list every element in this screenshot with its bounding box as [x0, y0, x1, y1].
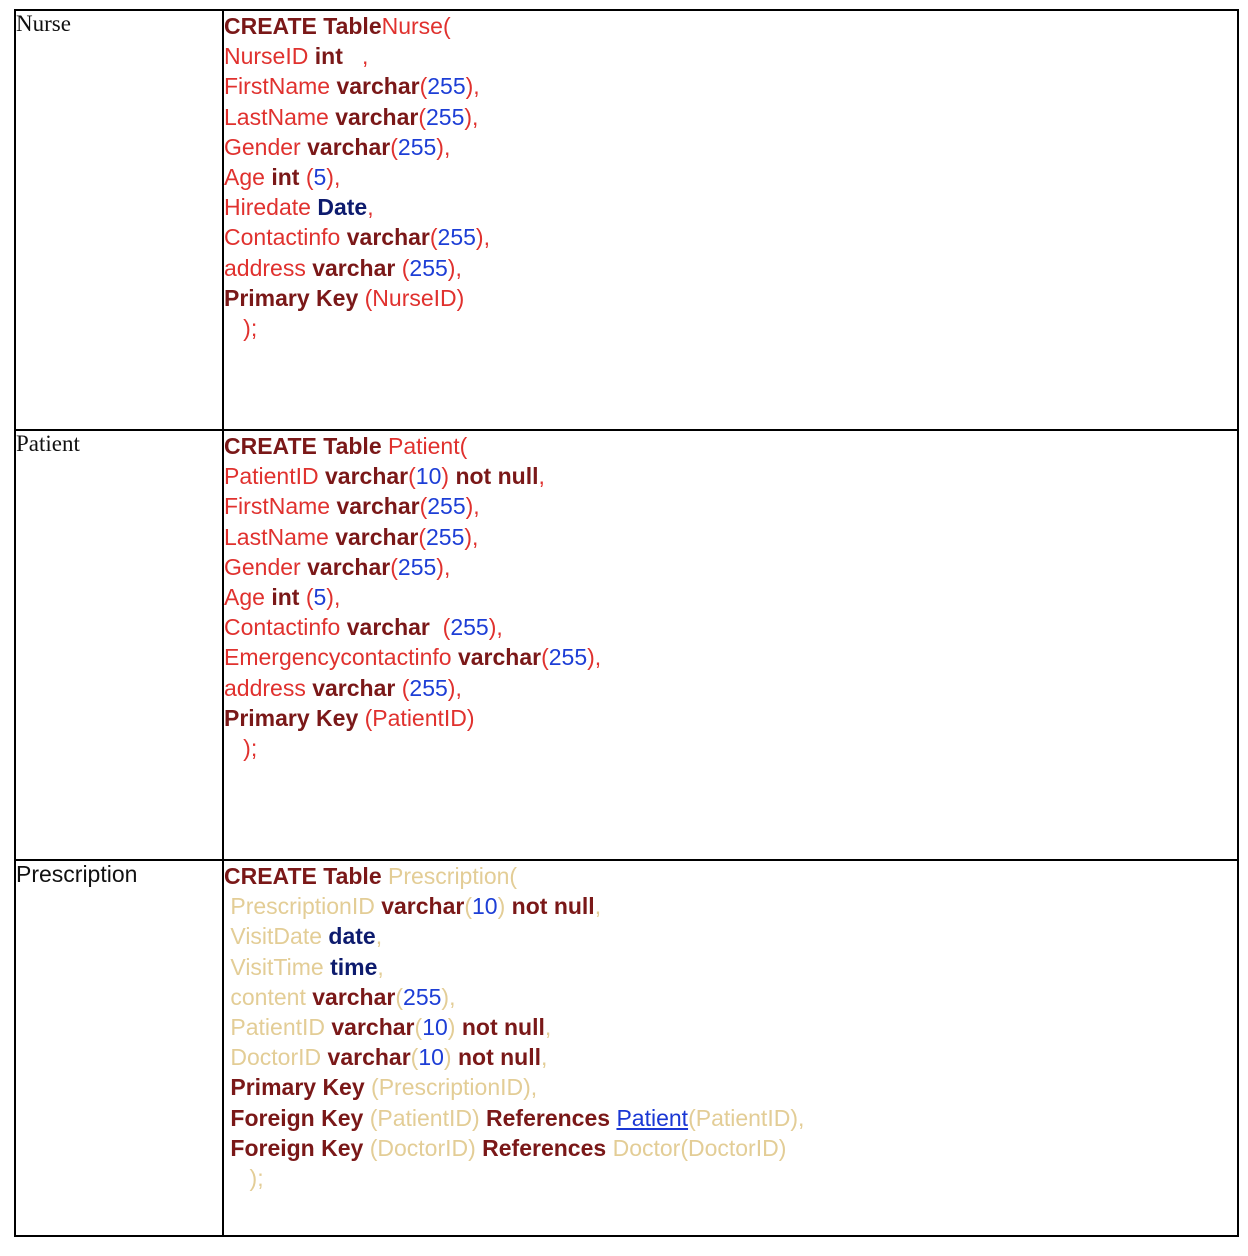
sql-token: 10	[418, 1044, 444, 1071]
sql-code-block	[224, 861, 1237, 1193]
sql-token: 255	[397, 133, 437, 160]
sql-token: 255	[426, 523, 465, 550]
sql-code-block	[224, 431, 1237, 763]
sql-token: Nurse(	[381, 13, 451, 39]
sql-token: 255	[409, 674, 448, 701]
sql-line	[224, 921, 1237, 951]
sql-token: varchar	[312, 983, 396, 1010]
sql-token: (PrescriptionID),	[364, 1074, 538, 1101]
sql-token: 255	[426, 103, 465, 130]
sql-token: time	[330, 953, 378, 980]
sql-token: (	[299, 163, 314, 190]
sql-token: ,	[377, 953, 384, 980]
sql-token: int	[314, 43, 343, 70]
sql-token: ,	[538, 463, 545, 490]
sql-token: ,	[544, 1013, 552, 1040]
sql-line	[224, 1072, 1237, 1102]
sql-line	[224, 192, 1237, 222]
sql-line	[224, 1103, 1237, 1133]
sql-token: (	[418, 103, 427, 130]
sql-token: not null	[457, 1044, 542, 1071]
sql-token: ,	[342, 43, 369, 70]
sql-line	[224, 313, 1237, 343]
sql-token: Gender	[224, 553, 308, 580]
sql-token: );	[224, 314, 258, 341]
sql-token: 10	[422, 1013, 448, 1040]
sql-token: ),	[587, 644, 602, 671]
sql-token: varchar	[457, 644, 542, 671]
sql-token: FirstName	[224, 493, 337, 520]
sql-token: LastName	[224, 523, 336, 550]
sql-token: Contactinfo	[224, 614, 347, 641]
sql-token: varchar	[346, 224, 430, 251]
sql-token: varchar	[336, 73, 420, 100]
sql-token: varchar	[307, 133, 391, 160]
sql-line	[224, 582, 1237, 612]
sql-code-cell	[223, 860, 1238, 1236]
sql-token: (	[299, 583, 314, 610]
sql-token: 255	[427, 493, 466, 520]
sql-line	[224, 71, 1237, 101]
sql-token: (PatientID),	[688, 1104, 805, 1131]
sql-line	[224, 861, 1237, 891]
sql-token: (DoctorID)	[363, 1134, 483, 1161]
sql-line	[224, 431, 1237, 461]
schema-table	[14, 9, 1239, 1237]
sql-token: Age	[224, 163, 272, 190]
sql-token: Doctor(DoctorID)	[606, 1134, 787, 1161]
sql-token: int	[271, 583, 300, 610]
sql-token: Foreign Key	[230, 1104, 364, 1131]
sql-token: ,	[375, 923, 383, 950]
sql-token: 10	[472, 893, 498, 920]
sql-token: varchar	[346, 614, 430, 641]
table-name-cell	[15, 860, 223, 1236]
sql-token: LastName	[224, 103, 336, 130]
sql-token: (	[541, 644, 549, 671]
sql-line	[224, 1163, 1237, 1193]
sql-token: varchar	[312, 254, 396, 281]
sql-token: 255	[403, 983, 442, 1010]
sql-token: varchar	[335, 103, 419, 130]
sql-token: Emergencycontactinfo	[224, 644, 458, 671]
sql-line	[224, 1012, 1237, 1042]
sql-token: Patient(	[381, 433, 468, 459]
sql-token: not null	[511, 893, 595, 920]
sql-token: ),	[436, 133, 451, 160]
sql-token: ),	[475, 224, 490, 251]
sql-line	[224, 283, 1237, 313]
sql-token: ),	[464, 103, 479, 130]
sql-token: (	[390, 553, 398, 580]
sql-token: (	[464, 893, 473, 920]
table-name-cell	[15, 430, 223, 860]
table-row-patient	[15, 430, 1238, 860]
sql-token: )	[441, 463, 456, 490]
sql-token: 5	[313, 583, 327, 610]
sql-token: Foreign Key	[230, 1134, 364, 1161]
sql-token: CREATE Table	[224, 863, 382, 889]
sql-token: Age	[224, 583, 272, 610]
sql-token: (	[419, 73, 428, 100]
sql-token: varchar	[331, 1013, 415, 1040]
sql-token: (	[418, 523, 427, 550]
sql-token: (	[419, 493, 428, 520]
sql-token: 255	[427, 73, 466, 100]
sql-line	[224, 703, 1237, 733]
sql-line	[224, 673, 1237, 703]
sql-token: CREATE Table	[224, 433, 382, 459]
sql-line	[224, 982, 1237, 1012]
sql-line	[224, 41, 1237, 71]
sql-token: (	[429, 224, 438, 251]
sql-token: References	[486, 1104, 611, 1131]
sql-token: ,	[541, 1044, 548, 1071]
sql-token: ),	[464, 523, 479, 550]
sql-token: 255	[397, 553, 437, 580]
sql-token: (	[410, 1044, 419, 1071]
sql-token: PrescriptionID	[224, 893, 382, 920]
sql-token: varchar	[335, 523, 419, 550]
sql-token: (NurseID)	[358, 284, 465, 311]
sql-token: ),	[326, 163, 341, 190]
sql-token: content	[224, 983, 313, 1010]
sql-line	[224, 891, 1237, 921]
table-name-cell	[15, 10, 223, 430]
sql-token: ),	[326, 583, 341, 610]
sql-token: PatientID	[224, 1013, 332, 1040]
sql-token: ),	[465, 493, 480, 520]
sql-token: FirstName	[224, 73, 337, 100]
sql-token: varchar	[327, 1044, 411, 1071]
sql-token: NurseID	[224, 43, 315, 70]
sql-line	[224, 491, 1237, 521]
sql-token: ,	[594, 893, 602, 920]
sql-token: Gender	[224, 133, 308, 160]
sql-token: Primary Key	[224, 284, 359, 311]
sql-token: );	[224, 1164, 264, 1191]
sql-token: 255	[437, 224, 476, 251]
table-row-nurse	[15, 10, 1238, 430]
sql-token: Prescription(	[381, 863, 518, 889]
sql-token: (	[408, 463, 416, 490]
sql-token: );	[224, 734, 258, 761]
sql-token: References	[482, 1134, 607, 1161]
sql-token: )	[447, 1013, 462, 1040]
sql-token: (	[414, 1013, 423, 1040]
sql-token: 255	[548, 644, 588, 671]
sql-token: (	[395, 674, 410, 701]
sql-token: address	[224, 674, 313, 701]
sql-line	[224, 552, 1237, 582]
sql-token: Hiredate	[224, 194, 318, 221]
sql-token: DoctorID	[224, 1044, 328, 1071]
sql-line	[224, 1042, 1237, 1072]
sql-token: varchar	[312, 674, 396, 701]
sql-token: ),	[441, 983, 456, 1010]
sql-token: 255	[450, 614, 489, 641]
table-name-label: Nurse	[16, 11, 71, 36]
sql-code-block	[224, 11, 1237, 343]
sql-token: VisitDate	[224, 923, 329, 950]
sql-code-cell	[223, 10, 1238, 430]
sql-token: date	[328, 923, 376, 950]
sql-line	[224, 642, 1237, 672]
sql-token: not null	[461, 1013, 545, 1040]
sql-token: int	[271, 163, 300, 190]
sql-token: varchar	[307, 553, 391, 580]
sql-token: ),	[488, 614, 503, 641]
sql-token: (PatientID)	[363, 1104, 487, 1131]
sql-token: ),	[447, 674, 462, 701]
sql-token: (PatientID)	[358, 704, 475, 731]
sql-token: VisitTime	[224, 953, 331, 980]
sql-token: (	[429, 614, 451, 641]
sql-token: (	[390, 133, 398, 160]
sql-token: CREATE Table	[224, 13, 382, 39]
sql-token: ),	[465, 73, 480, 100]
sql-token: varchar	[336, 493, 420, 520]
sql-token: address	[224, 254, 313, 281]
sql-token: PatientID	[224, 463, 325, 490]
sql-line	[224, 132, 1237, 162]
sql-token: Contactinfo	[224, 224, 347, 251]
sql-token: not null	[455, 463, 539, 490]
sql-line	[224, 612, 1237, 642]
sql-token: )	[497, 893, 512, 920]
sql-token: 255	[409, 254, 448, 281]
sql-line	[224, 522, 1237, 552]
sql-token: (	[395, 254, 410, 281]
sql-token: Date	[317, 194, 368, 221]
table-name-label: Prescription	[16, 861, 138, 887]
sql-token: ,	[367, 194, 374, 221]
sql-line	[224, 733, 1237, 763]
sql-line	[224, 461, 1237, 491]
table-name-label: Patient	[16, 431, 80, 456]
sql-line	[224, 11, 1237, 41]
sql-token: ),	[447, 254, 462, 281]
sql-token: Primary Key	[230, 1074, 365, 1101]
sql-code-cell	[223, 430, 1238, 860]
sql-token: )	[443, 1044, 458, 1071]
sql-line	[224, 222, 1237, 252]
sql-token: varchar	[381, 893, 465, 920]
sql-line	[224, 162, 1237, 192]
table-reference-link[interactable]: Patient	[616, 1104, 689, 1131]
sql-token: ),	[436, 553, 451, 580]
sql-token: 10	[415, 463, 442, 490]
sql-line	[224, 253, 1237, 283]
sql-line	[224, 1133, 1237, 1163]
sql-token: varchar	[325, 463, 409, 490]
sql-token: Primary Key	[224, 704, 359, 731]
sql-token: (	[395, 983, 404, 1010]
sql-line	[224, 952, 1237, 982]
table-row-prescription	[15, 860, 1238, 1236]
sql-line	[224, 102, 1237, 132]
sql-token: 5	[313, 163, 327, 190]
